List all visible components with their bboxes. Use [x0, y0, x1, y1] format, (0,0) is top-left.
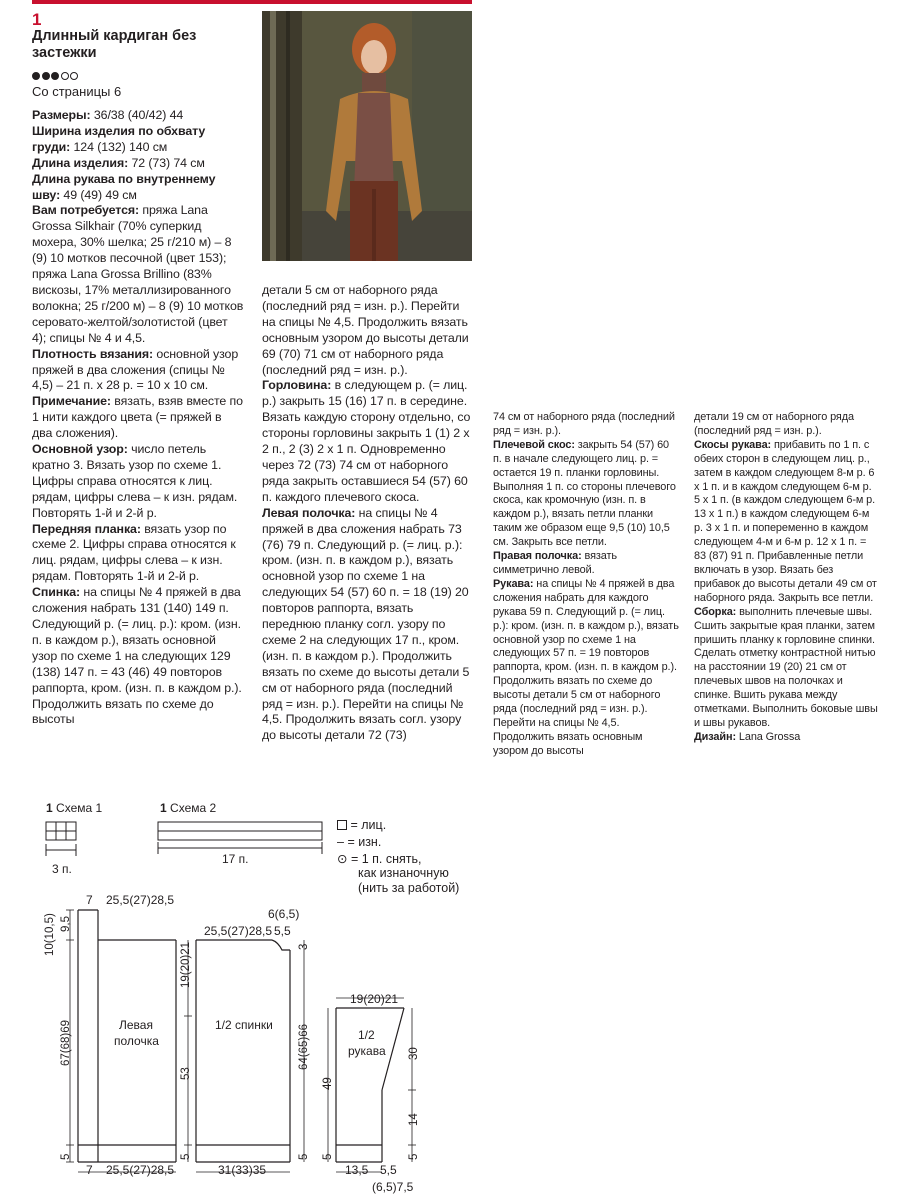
- instruction-text: вязать, взяв вместе по 1 нити каждого цвета (= пряжей в два сложения).: [32, 394, 243, 441]
- instruction-paragraph: [694, 411, 880, 439]
- instruction-text: на спицы № 4 пряжей в два сложения набрать для каждого рукава 59 п. Следующий р. (= лиц. р.): кром. (изн. п. в каждом р.), вязать основной узор по схеме 1 на следующих 57 п. = 19 повторов раппорта, кром. (изн. п. в каждом р.). Продолжить вязать по схеме до высоты детали 5 см от наборного ряда (последний ряд = изн. р.). Перейти на спицы № 4,5. Продолжить вязать основным узором до высоты: [493, 577, 679, 757]
- filled-dot-icon: [32, 72, 40, 80]
- dim-side-53: 53: [180, 1067, 192, 1080]
- sleeve-label-1: 1/2: [358, 1028, 375, 1042]
- instructions-column-1: [32, 108, 244, 728]
- instruction-paragraph: [32, 172, 244, 204]
- dim-sleeve-5: 5: [322, 1153, 334, 1160]
- instruction-text: детали 19 см от наборного ряда (последний ряд = изн. р.).: [694, 411, 854, 437]
- instruction-text: выполнить плечевые швы. Сшить закрытые края планки, затем пришить планку к горловине спинки. Сделать отметку контрастной нитью на расстоянии 19 (20) 21 см от плечевых швов на полочках и спинке. Вшить рукава между отметками. Выполнить боковые швы и швы рукавов.: [694, 605, 878, 729]
- dim-back-64: 64(65)66: [298, 1023, 310, 1070]
- dim-sleeve-30: 30: [408, 1047, 420, 1060]
- instruction-heading: Сборка:: [694, 605, 737, 618]
- dim-left-5: 5: [60, 1153, 72, 1160]
- instruction-paragraph: [32, 347, 244, 395]
- instruction-text: вязать симметрично левой.: [493, 550, 617, 576]
- legend-slip-line2: как изнаночную: [358, 866, 449, 880]
- instruction-text: число петель кратно 3. Вязать узор по схеме 1. Цифры справа относятся к лиц. рядам, цифры слева – к изн. рядам. Повторять 1-й и 2-й р.: [32, 442, 238, 520]
- dim-sleeve-bottom: 13,5: [345, 1163, 369, 1177]
- instruction-paragraph: [32, 394, 244, 442]
- sleeve-piece-outline: [336, 1008, 404, 1162]
- instruction-paragraph: [493, 550, 679, 578]
- schematic-diagrams: [0, 790, 480, 1200]
- dim-sleeve-b65: (6,5)7,5: [372, 1180, 414, 1194]
- dim-bottom-7: 7: [86, 1163, 93, 1177]
- dim-sleeve-r5: 5: [408, 1153, 420, 1160]
- instruction-heading: Правая полочка:: [493, 550, 582, 563]
- instruction-heading: Скосы рукава:: [694, 438, 772, 451]
- front-label-1: Левая: [119, 1018, 153, 1032]
- instruction-text: пряжа Lana Grossa Silkhair (70% суперкид мохера, 30% шелка; 25 г/210 м) – 8 (9) 10 мотков песочной (цвет 153); пряжа Lana Grossa Brillino (83% вискозы, 17% металлизированного волокна; 25 г/200 м) – 8 (9) 10 мотков серовато-желтой/золотистой (цвет 4); спицы № 4 и 4,5.: [32, 203, 244, 345]
- instruction-paragraph: [32, 522, 244, 586]
- instruction-heading: Ширина изделия по обхвату груди:: [32, 123, 206, 154]
- instructions-column-3: [493, 411, 679, 759]
- instruction-paragraph: [32, 585, 244, 728]
- instruction-text: вязать узор по схеме 2. Цифры справа относятся к лиц. рядам, цифры слева – к изн. рядам. Повторять 1-й и 2-й р.: [32, 521, 236, 584]
- back-label: 1/2 спинки: [215, 1018, 273, 1032]
- front-piece-outline: [78, 910, 176, 1162]
- model-photo: [262, 11, 472, 261]
- instruction-paragraph: [694, 439, 880, 606]
- instruction-heading: Длина рукава по внутреннему шву:: [32, 171, 216, 202]
- scheme2-grid: [158, 822, 322, 854]
- instruction-paragraph: [493, 578, 679, 759]
- instruction-heading: Примечание:: [32, 394, 111, 409]
- purl-symbol-icon: –: [337, 835, 344, 849]
- instruction-heading: Горловина:: [262, 378, 332, 393]
- instruction-text: в следующем р. (= лиц. р.) закрыть 15 (16) 17 п. в середине. Вязать каждую сторону отдельно, со стороны горловины закрыть 1 (1) 2 х 2 п., 2 (3) 2 х 1 п. Одновременно через 72 (73) 74 см от наборного ряда закрыть оставшиеся 54 (57) 60 п. каждого плечевого скоса.: [262, 378, 471, 504]
- dim-armhole: 19(20)21: [180, 941, 192, 988]
- instruction-heading: Передняя планка:: [32, 521, 141, 536]
- scheme1-title: 1 Схема 1: [46, 801, 103, 815]
- scheme1-grid: [46, 822, 76, 856]
- dim-sleeve-14: 14: [408, 1113, 420, 1126]
- scheme2-title: 1 Схема 2: [160, 801, 217, 815]
- instruction-text: основной узор пряжей в два сложения (спицы № 4,5) – 21 п. х 28 р. = 10 х 10 см.: [32, 346, 239, 393]
- difficulty-rating: [32, 69, 80, 83]
- dim-sleeve-b55: 5,5: [380, 1163, 397, 1177]
- slip-symbol-icon: ⊙: [337, 852, 348, 866]
- dim-left-10: 10(10,5): [44, 913, 56, 956]
- sleeve-label-2: рукава: [348, 1044, 386, 1058]
- instruction-text: детали 5 см от наборного ряда (последний ряд = изн. р.). Перейти на спицы № 4,5. Продолжить вязать основным узором до высоты детали 69 (70) 71 см от наборного ряда (последний ряд = изн. р.).: [262, 283, 469, 377]
- dim-bottom-back-width: 31(33)35: [218, 1163, 267, 1177]
- legend-slip-line3: (нить за работой): [358, 881, 460, 895]
- section-rule: [32, 0, 472, 4]
- filled-dot-icon: [51, 72, 59, 80]
- dim-left-9: 9,5: [60, 916, 72, 932]
- instructions-column-4: [694, 411, 880, 745]
- instruction-paragraph: [262, 283, 472, 378]
- dim-bottom-front-width: 25,5(27)28,5: [106, 1163, 175, 1177]
- dim-top-7: 7: [86, 893, 93, 907]
- instruction-paragraph: [32, 156, 244, 172]
- instruction-text: закрыть 54 (57) 60 п. в начале следующего лиц. р. = остается 19 п. планки горловины. Выполняя 1 п. со стороны плечевого скоса, как кромочную (изн. п. в каждом р.), вязать петли планки таким же образом еще 9,5 (10) 10,5 см. Закрыть все петли.: [493, 438, 676, 549]
- from-page: Со страницы 6: [32, 84, 122, 99]
- dim-left-67: 67(68)69: [60, 1019, 72, 1066]
- instruction-text: 74 см от наборного ряда (последний ряд = изн. р.).: [493, 411, 675, 437]
- instruction-paragraph: [493, 411, 679, 439]
- dim-back-5: 5: [298, 1153, 310, 1160]
- filled-dot-icon: [42, 72, 50, 80]
- instruction-text: 124 (132) 140 см: [70, 139, 168, 154]
- back-piece-outline: [196, 940, 290, 1162]
- instruction-paragraph: [32, 108, 244, 124]
- instruction-paragraph: [694, 731, 880, 745]
- dim-back-shoulder: 25,5(27)28,5: [204, 924, 273, 938]
- instruction-text: на спицы № 4 пряжей в два сложения набрать 73 (76) 79 п. Следующий р. (= лиц. р.): кром. (изн. п. в каждом р.), вязать основной узор по схеме 1 на следующих 54 (57) 60 п. = 18 (19) 20 повторов раппорта, вязать переднюю планку согл. узору по схеме 2 на следующих 17 п., кром. (изн. п. в каждом р.). Продолжить вязать по схеме до высоты детали 5 см от наборного ряда (последний ряд = изн. р.). Перейти на спицы № 4,5. Продолжить вязать согл. узору до высоты детали 72 (73): [262, 505, 470, 743]
- instruction-text: 36/38 (40/42) 44: [90, 108, 184, 122]
- dim-sleeve-top: 19(20)21: [350, 992, 399, 1006]
- dim-back-neck-w: 5,5: [274, 924, 291, 938]
- instruction-paragraph: [32, 203, 244, 346]
- instruction-heading: Вам потребуется:: [32, 203, 140, 218]
- instruction-text: на спицы № 4 пряжей в два сложения набрать 131 (140) 149 п. Следующий р. (= лиц. р.): кром. (изн. п. в каждом р.), вязать основной узор по схеме 1 на следующих 129 (138) 147 п. = 43 (46) 49 повторов раппорта, кром. (изн. п. в каждом р.). Продолжить вязать по схеме до высоты: [32, 585, 242, 727]
- scheme1-count: 3 п.: [52, 862, 72, 876]
- instruction-paragraph: [32, 124, 244, 156]
- instructions-column-2: [262, 283, 472, 744]
- instruction-paragraph: [262, 378, 472, 505]
- instruction-heading: Рукава:: [493, 577, 534, 590]
- empty-dot-icon: [61, 72, 69, 80]
- instruction-heading: Дизайн:: [694, 730, 736, 743]
- dim-top-front-width: 25,5(27)28,5: [106, 893, 175, 907]
- pattern-number: 1: [32, 10, 42, 29]
- instruction-text: 49 (49) 49 см: [60, 187, 137, 202]
- pattern-title: Длинный кардиган без застежки: [32, 28, 197, 61]
- instruction-heading: Плечевой скос:: [493, 438, 575, 451]
- instruction-paragraph: [32, 442, 244, 522]
- instruction-paragraph: [493, 439, 679, 550]
- legend-slip: ⊙ = 1 п. снять,: [337, 852, 422, 866]
- instruction-paragraph: [694, 606, 880, 731]
- instruction-heading: Длина изделия:: [32, 155, 129, 170]
- instruction-heading: Основной узор:: [32, 442, 128, 457]
- dim-side-5: 5: [180, 1153, 192, 1160]
- dim-neck-top: 6(6,5): [268, 907, 300, 921]
- instruction-heading: Размеры:: [32, 108, 91, 122]
- instruction-heading: Левая полочка:: [262, 505, 356, 520]
- front-label-2: полочка: [114, 1034, 159, 1048]
- instruction-text: Lana Grossa: [735, 730, 801, 743]
- legend-purl: – = изн.: [337, 835, 382, 849]
- instruction-text: прибавить по 1 п. с обеих сторон в следующем лиц. р., затем в каждом следующем 8-м р. 6 х 1 п. и в каждом следующем 6-м р. 5 х 1 п. (в каждом следующем 6-м р. 13 х 1 п.) в каждом следующем 6-м р. 3 х 1 п. и попеременно в каждом следующем 4-м и 6-м р. 12 х 1 п. = 83 (87) 91 п. Прибавленные петли включать в узор. Вязать без прибавок до высоты детали 49 см от наборного ряда. Закрыть все петли.: [694, 438, 877, 604]
- dim-back-neck-h: 3: [298, 943, 310, 950]
- empty-dot-icon: [70, 72, 78, 80]
- instruction-heading: Плотность вязания:: [32, 346, 154, 361]
- dim-sleeve-49: 49: [322, 1077, 334, 1090]
- instruction-paragraph: [262, 506, 472, 745]
- instruction-heading: Спинка:: [32, 585, 81, 600]
- legend-knit: = лиц.: [337, 818, 386, 832]
- instruction-text: 72 (73) 74 см: [128, 155, 205, 170]
- scheme2-count: 17 п.: [222, 852, 249, 866]
